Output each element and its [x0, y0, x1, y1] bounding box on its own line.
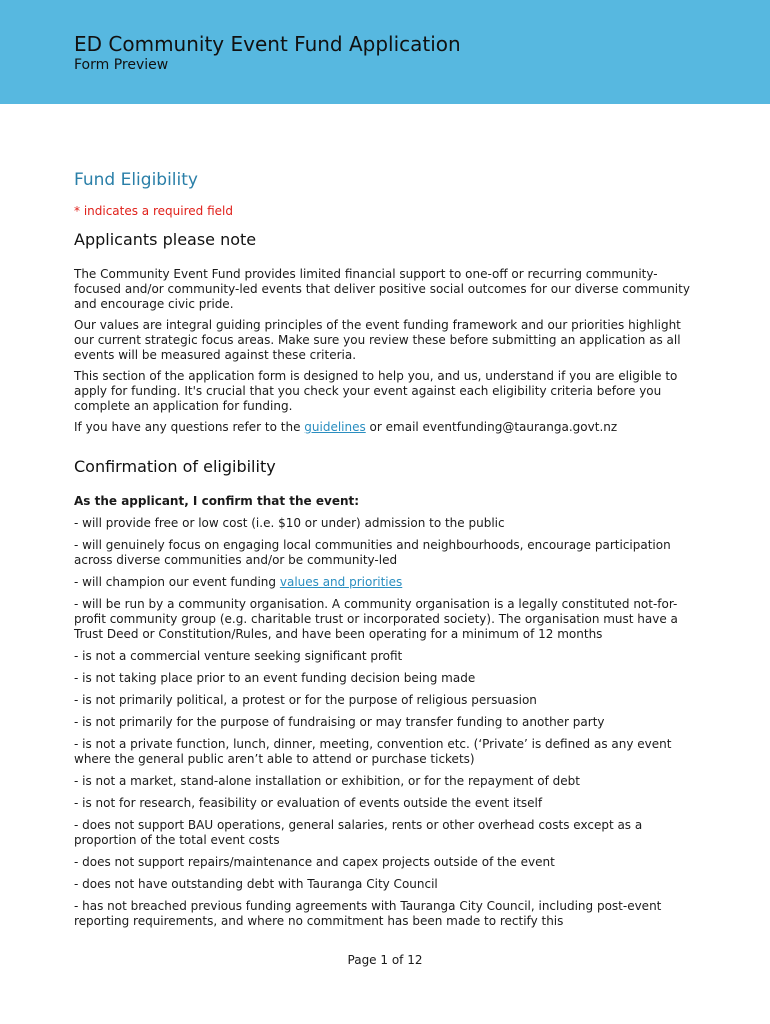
eligibility-lead: As the applicant, I confirm that the event: — [74, 494, 360, 508]
eligibility-item: - is not a market, stand-alone installation or exhibition, or for the repayment of debt — [74, 774, 580, 788]
eligibility-item: - does not support BAU operations, general salaries, rents or other overhead costs except as a proportion of the total event costs — [74, 818, 643, 847]
applicants-note-heading: Applicants please note — [74, 230, 257, 249]
note-paragraph-3: This section of the application form is designed to help you, and us, understand if you are eligible to apply for funding. It's crucial that you check your event against each eligibility criteria before you complete an application for funding. — [74, 369, 678, 413]
eligibility-item: - does not support repairs/maintenance and capex projects outside of the event — [74, 855, 555, 869]
note-paragraph-2: Our values are integral guiding principles of the event funding framework and our priorities highlight our current strategic focus areas. Make sure you review these before submitting an application as all events will be measured against these criteria. — [74, 318, 681, 362]
eligibility-item: - is not taking place prior to an event funding decision being made — [74, 671, 476, 685]
form-content — [74, 170, 690, 936]
note-paragraph-1: The Community Event Fund provides limited financial support to one-off or recurring community-focused and/or community-led events that deliver positive social outcomes for our diverse community and encourage civic pride. — [74, 267, 690, 311]
note-paragraph-4-text: If you have any questions refer to the — [74, 420, 305, 434]
eligibility-item: - will genuinely focus on engaging local communities and neighbourhoods, encourage participation across diverse communities and/or be community-led — [74, 538, 671, 567]
eligibility-item: - is not for research, feasibility or evaluation of events outside the event itself — [74, 796, 543, 810]
values-priorities-link[interactable]: values and priorities — [279, 575, 403, 589]
eligibility-item: - has not breached previous funding agreements with Tauranga City Council, including post-event reporting requirements, and where no commitment has been made to rectify this — [74, 899, 662, 928]
eligibility-item: - is not primarily political, a protest or for the purpose of religious persuasion — [74, 693, 537, 707]
eligibility-heading: Confirmation of eligibility — [74, 457, 276, 476]
guidelines-link[interactable]: guidelines — [304, 420, 366, 434]
eligibility-item: - will provide free or low cost (i.e. $10 or under) admission to the public — [74, 516, 505, 530]
eligibility-item-text: - will champion our event funding — [74, 575, 280, 589]
page-title: ED Community Event Fund Application — [74, 32, 461, 56]
page-number: Page 1 of 12 — [347, 953, 423, 967]
header-banner — [0, 0, 770, 104]
eligibility-item: - does not have outstanding debt with Tauranga City Council — [74, 877, 438, 891]
eligibility-item — [74, 575, 690, 590]
eligibility-item: - is not a private function, lunch, dinner, meeting, convention etc. (‘Private’ is defined as any event where the general public aren’t able to attend or purchase tickets) — [74, 737, 672, 766]
section-title: Fund Eligibility — [74, 170, 198, 190]
eligibility-item: - is not primarily for the purpose of fundraising or may transfer funding to another party — [74, 715, 605, 729]
note-paragraph-4 — [74, 420, 690, 435]
eligibility-item: - is not a commercial venture seeking significant profit — [74, 649, 403, 663]
eligibility-item: - will be run by a community organisation. A community organisation is a legally constituted not-for-profit community group (e.g. charitable trust or incorporated society). The organisation must have a Trust Deed or Constitution/Rules, and have been operating for a minimum of 12 months — [74, 597, 678, 641]
required-field-note: * indicates a required field — [74, 204, 233, 218]
page-subtitle: Form Preview — [74, 57, 169, 73]
note-paragraph-4-email: or email eventfunding@tauranga.govt.nz — [365, 420, 618, 434]
